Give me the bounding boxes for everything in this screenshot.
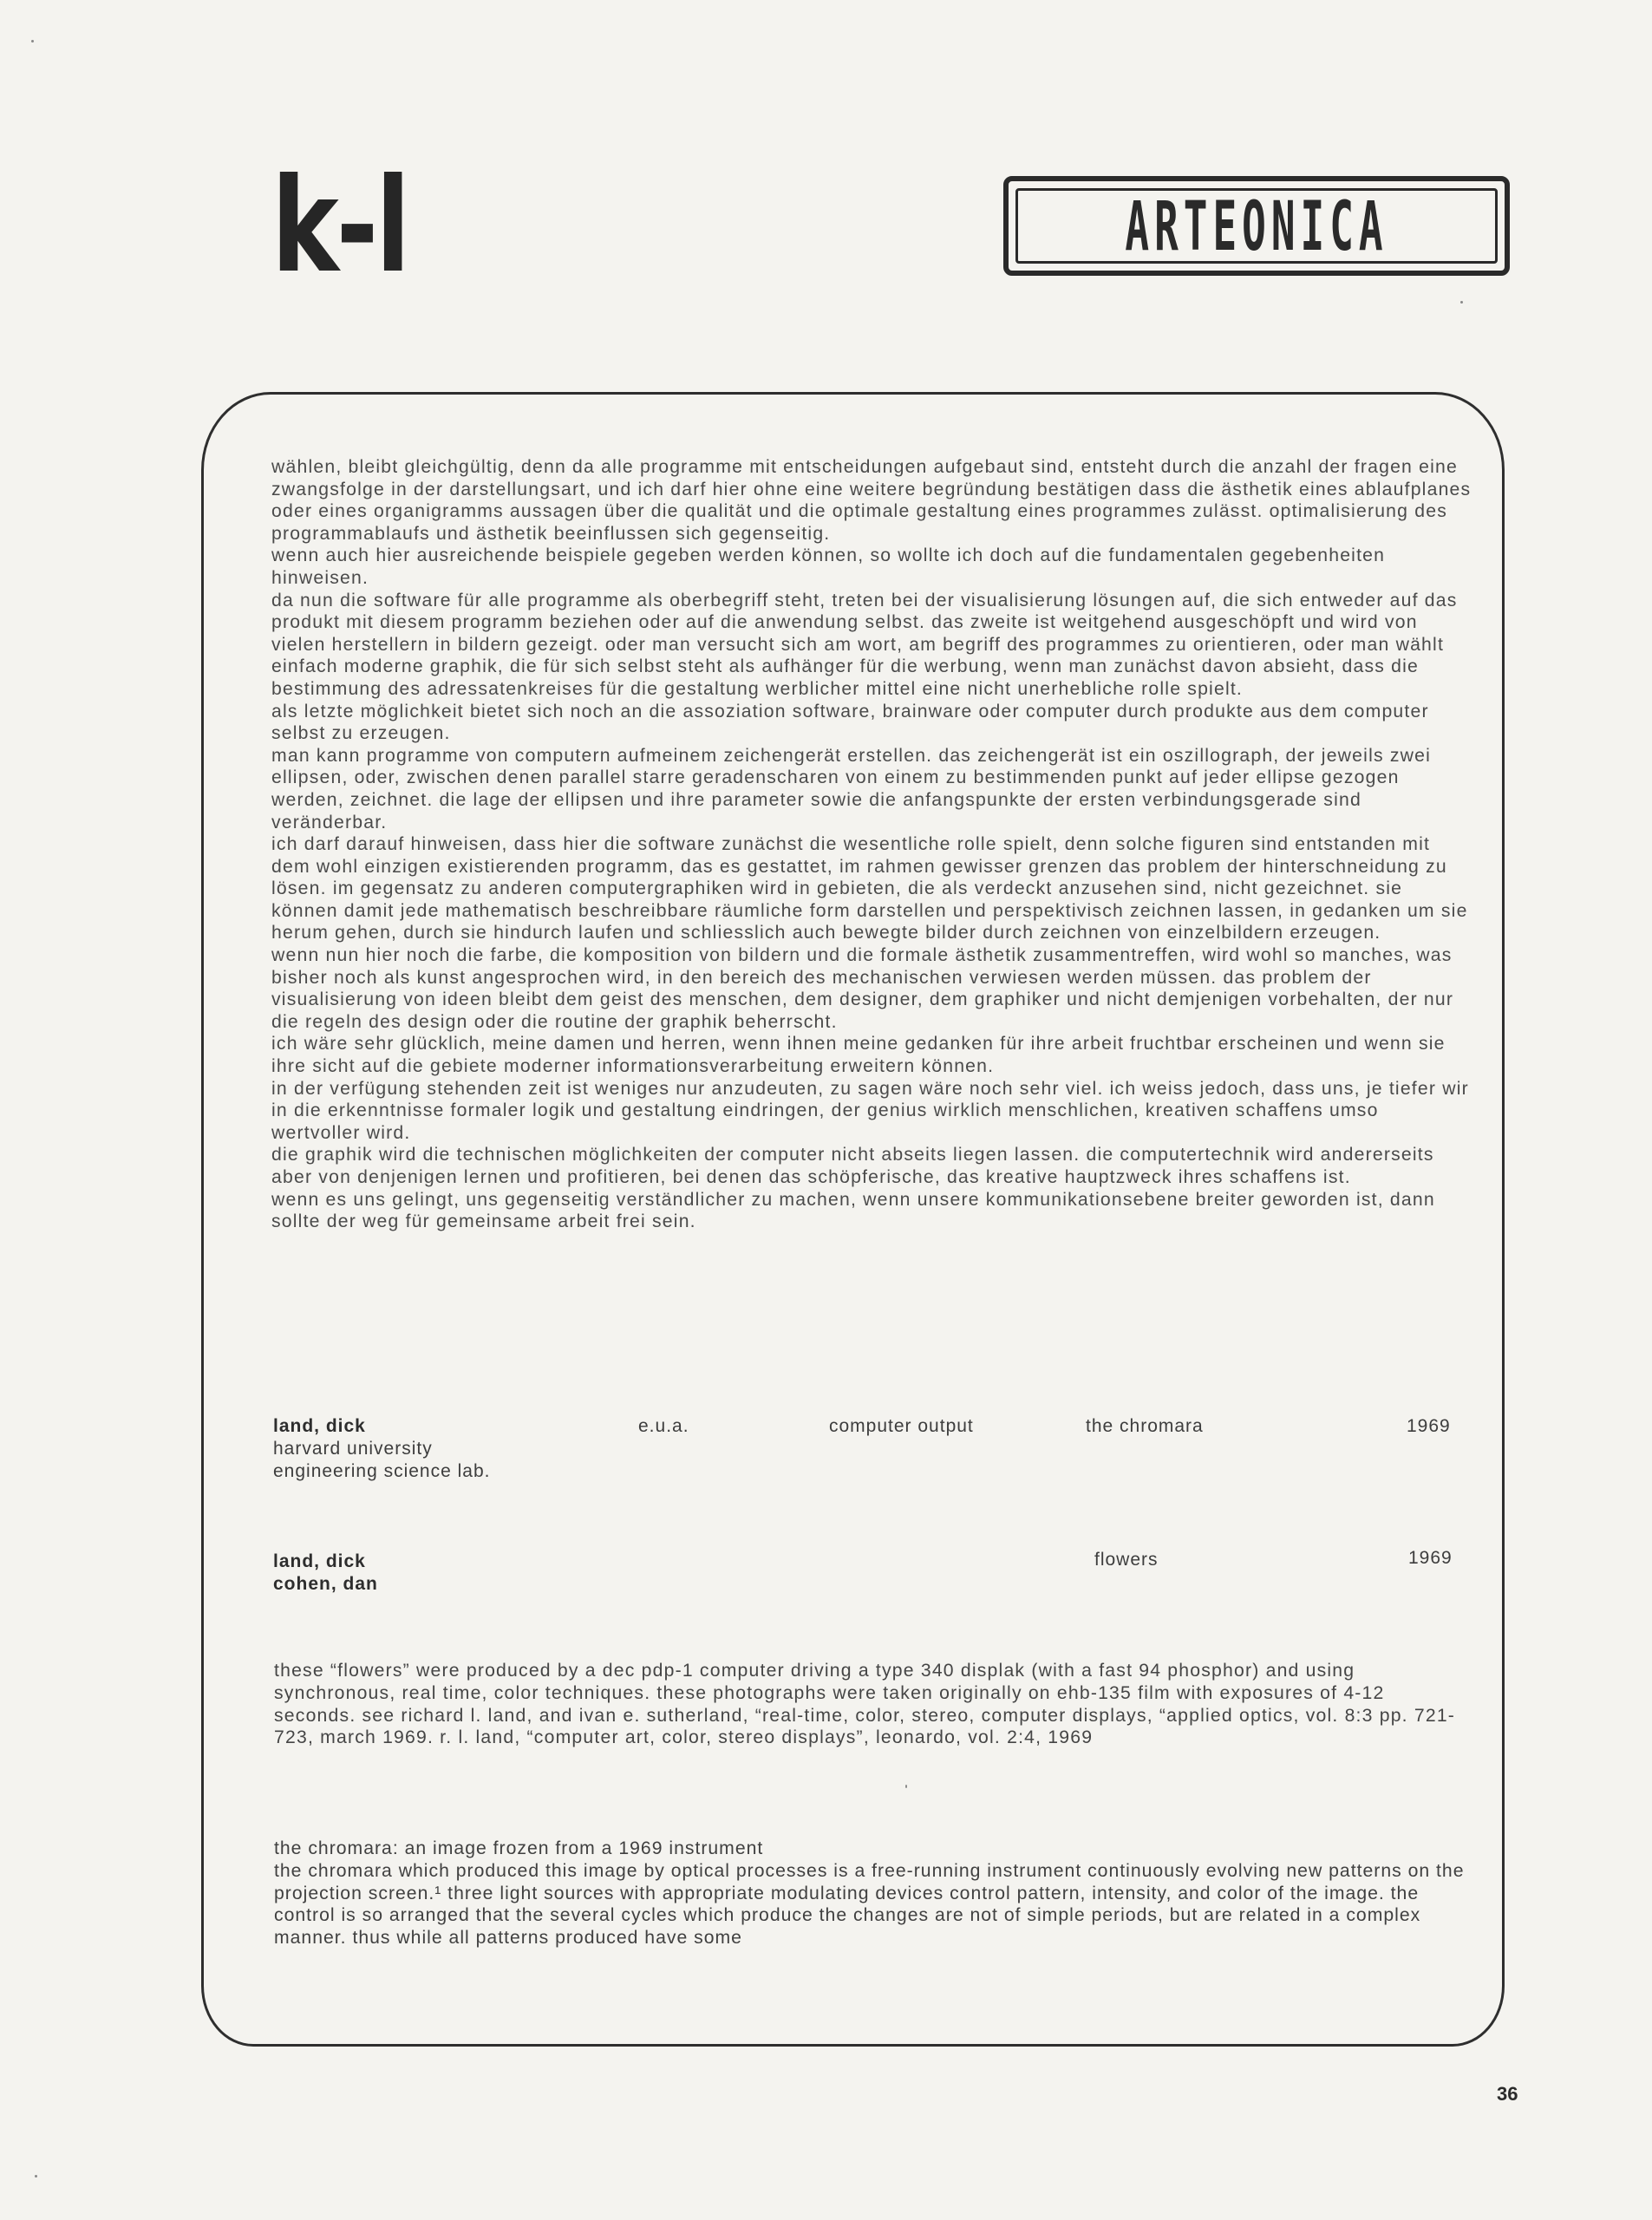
essay-paragraph: ich wäre sehr glücklich, meine damen und herren, wenn ihnen meine gedanken für ihre arbeit fruchtbar erscheinen und wenn sie ihre sicht auf die gebiete moderner informationsverarbeitung erweitern können. xyxy=(271,1034,1446,1077)
essay-text xyxy=(271,456,1472,1233)
section-label: k-l xyxy=(271,151,408,302)
entry-2-title: flowers xyxy=(1094,1550,1159,1570)
essay-paragraph: man kann programme von computern aufmeinem zeichengerät erstellen. das zeichengerät ist ein oszillograph, der jeweils zwei ellipsen, oder, zwischen denen parallel starre geradenscharen von einem zu bestimmenden punkt auf jeder ellipse gezogen werden, zeichnet. die lage der ellipsen und ihre parameter sowie die anfangspunkte der ersten verbindungsgerade sind veränderbar. xyxy=(271,745,1432,832)
paper-speck xyxy=(1460,301,1463,304)
artist-name: land, dick xyxy=(273,1416,366,1436)
essay-paragraph: in der verfügung stehenden zeit ist weniges nur anzudeuten, zu sagen wäre noch sehr viel. ich weiss jedoch, dass uns, je tiefer wir in die erkenntnisse formaler logik und gestaltung eindringen, der genius wirklich menschlichen, kreativen schaffens umso wertvoller wird. xyxy=(271,1078,1469,1143)
artist-affiliation: engineering science lab. xyxy=(273,1461,491,1481)
essay-paragraph: wählen, bleibt gleichgültig, denn da alle programme mit entscheidungen aufgebaut sind, entsteht durch die anzahl der fragen eine zwangsfolge in der darstellungsart, und ich darf hier ohne eine weitere begründung bestätigen dass die ästhetik eines ablaufplanes oder eines organigramms aussagen über die qualität und die optimale gestaltung eines programmes zulässt. optimalisierung des programmablaufs und ästhetik beeinflussen sich gegenseitig. xyxy=(271,457,1472,544)
essay-paragraph: ich darf darauf hinweisen, dass hier die software zunächst die wesentliche rolle spielt, denn solche figuren sind entstanden mit dem wohl einzigen existierenden programm, das es gestattet, im rahmen gewisser grenzen das problem der hinterschneidung zu lösen. im gegensatz zu anderen computergraphiken wird in gebieten, die als verdeckt anzusehen sind, nicht gezeichnet. sie können damit jede mathematisch beschreibbare räumliche form darstellen und perspektivisch zeichnen lassen, in gedanken um sie herum gehen, durch sie hindurch laufen und schliesslich auch bewegte bilder durch zeichnen von einzelbildern erzeugen. xyxy=(271,834,1468,944)
entry-1-year: 1969 xyxy=(1407,1416,1451,1436)
essay-paragraph: da nun die software für alle programme als oberbegriff steht, treten bei der visualisierung lösungen auf, die sich entweder auf das produkt mit diesem programm beziehen oder auf die anwendung selbst. das zweite ist weitgehend ausgeschöpft und wird von vielen herstellern in bildern gezeigt. oder man versucht sich am wort, am begriff des programmes zu orientieren, oder man wählt einfach moderne graphik, die für sich selbst steht als aufhänger für die werbung, wenn man zunächst davon absieht, dass die bestimmung des adressatenkreises für die gestaltung werblicher mittel eine nicht unerhebliche rolle spielt. xyxy=(271,590,1458,699)
flowers-description-text: these “flowers” were produced by a dec pdp-1 computer driving a type 340 displak (with a fast 94 phosphor) and using synchronous, real time, color techniques. these photographs were taken originally on ehb-135 film with exposures of 4-12 seconds. see richard l. land, and ivan e. sutherland, “real-time, color, stereo, computer displays, “applied optics, vol. 8:3 pp. 721-723, march 1969. r. l. land, “computer art, color, stereo displays”, leonardo, vol. 2:4, 1969 xyxy=(274,1661,1456,1748)
logo-inner-frame xyxy=(1015,188,1498,264)
flowers-description xyxy=(274,1660,1471,1749)
entry-1-title: the chromara xyxy=(1086,1416,1204,1436)
essay-paragraph: die graphik wird die technischen möglichkeiten der computer nicht abseits liegen lassen. die computertechnik wird andererseits aber von denjenigen lernen und profitieren, bei denen das schöpferische, das kreative hauptzweck ihres schaffens ist. xyxy=(271,1145,1434,1187)
artist-affiliation: harvard university xyxy=(273,1439,433,1459)
essay-paragraph: wenn es uns gelingt, uns gegenseitig verständlicher zu machen, wenn unsere kommunikationsebene breiter geworden ist, dann sollte der weg für gemeinsame arbeit frei sein. xyxy=(271,1189,1435,1232)
paper-speck xyxy=(905,1785,907,1788)
chromara-heading: the chromara: an image frozen from a 1969 instrument xyxy=(274,1838,764,1858)
artist-name: land, dick xyxy=(273,1551,366,1571)
logo-text: ARTEONICA xyxy=(1125,188,1388,264)
chromara-section xyxy=(274,1838,1479,1949)
entry-1-category: computer output xyxy=(829,1416,974,1436)
paper-speck xyxy=(31,40,34,42)
entry-2-year: 1969 xyxy=(1408,1548,1453,1568)
entry-2-artists xyxy=(273,1551,378,1596)
essay-paragraph: wenn nun hier noch die farbe, die komposition von bildern und die formale ästhetik zusammentreffen, wird wohl so manches, was bisher noch als kunst angesprochen wird, in den bereich des mechanischen verwiesen werden müssen. das problem der visualisierung von ideen bleibt dem geist des menschen, dem designer, dem graphiker und nicht demjenigen vorbehalten, der nur die regeln des design oder die routine der graphik beherrscht. xyxy=(271,945,1454,1032)
entry-1-artist xyxy=(273,1415,491,1483)
arteonica-logo xyxy=(1003,176,1510,276)
entry-1-country: e.u.a. xyxy=(638,1416,689,1436)
chromara-text: the chromara which produced this image by optical processes is a free-running instrument continuously evolving new patterns on the projection screen.¹ three light sources with appropriate modulating devices control pattern, intensity, and color of the image. the control is so arranged that the several cycles which produce the changes are not of simple periods, but are related in a complex manner. thus while all patterns produced have some xyxy=(274,1860,1465,1949)
essay-paragraph: als letzte möglichkeit bietet sich noch an die assoziation software, brainware oder computer durch produkte aus dem computer selbst zu erzeugen. xyxy=(271,701,1429,744)
essay-paragraph: wenn auch hier ausreichende beispiele gegeben werden können, so wollte ich doch auf die fundamentalen gegebenheiten hinweisen. xyxy=(271,545,1386,588)
artist-name: cohen, dan xyxy=(273,1574,378,1594)
paper-speck xyxy=(35,2175,37,2178)
page-number: 36 xyxy=(1497,2083,1518,2105)
